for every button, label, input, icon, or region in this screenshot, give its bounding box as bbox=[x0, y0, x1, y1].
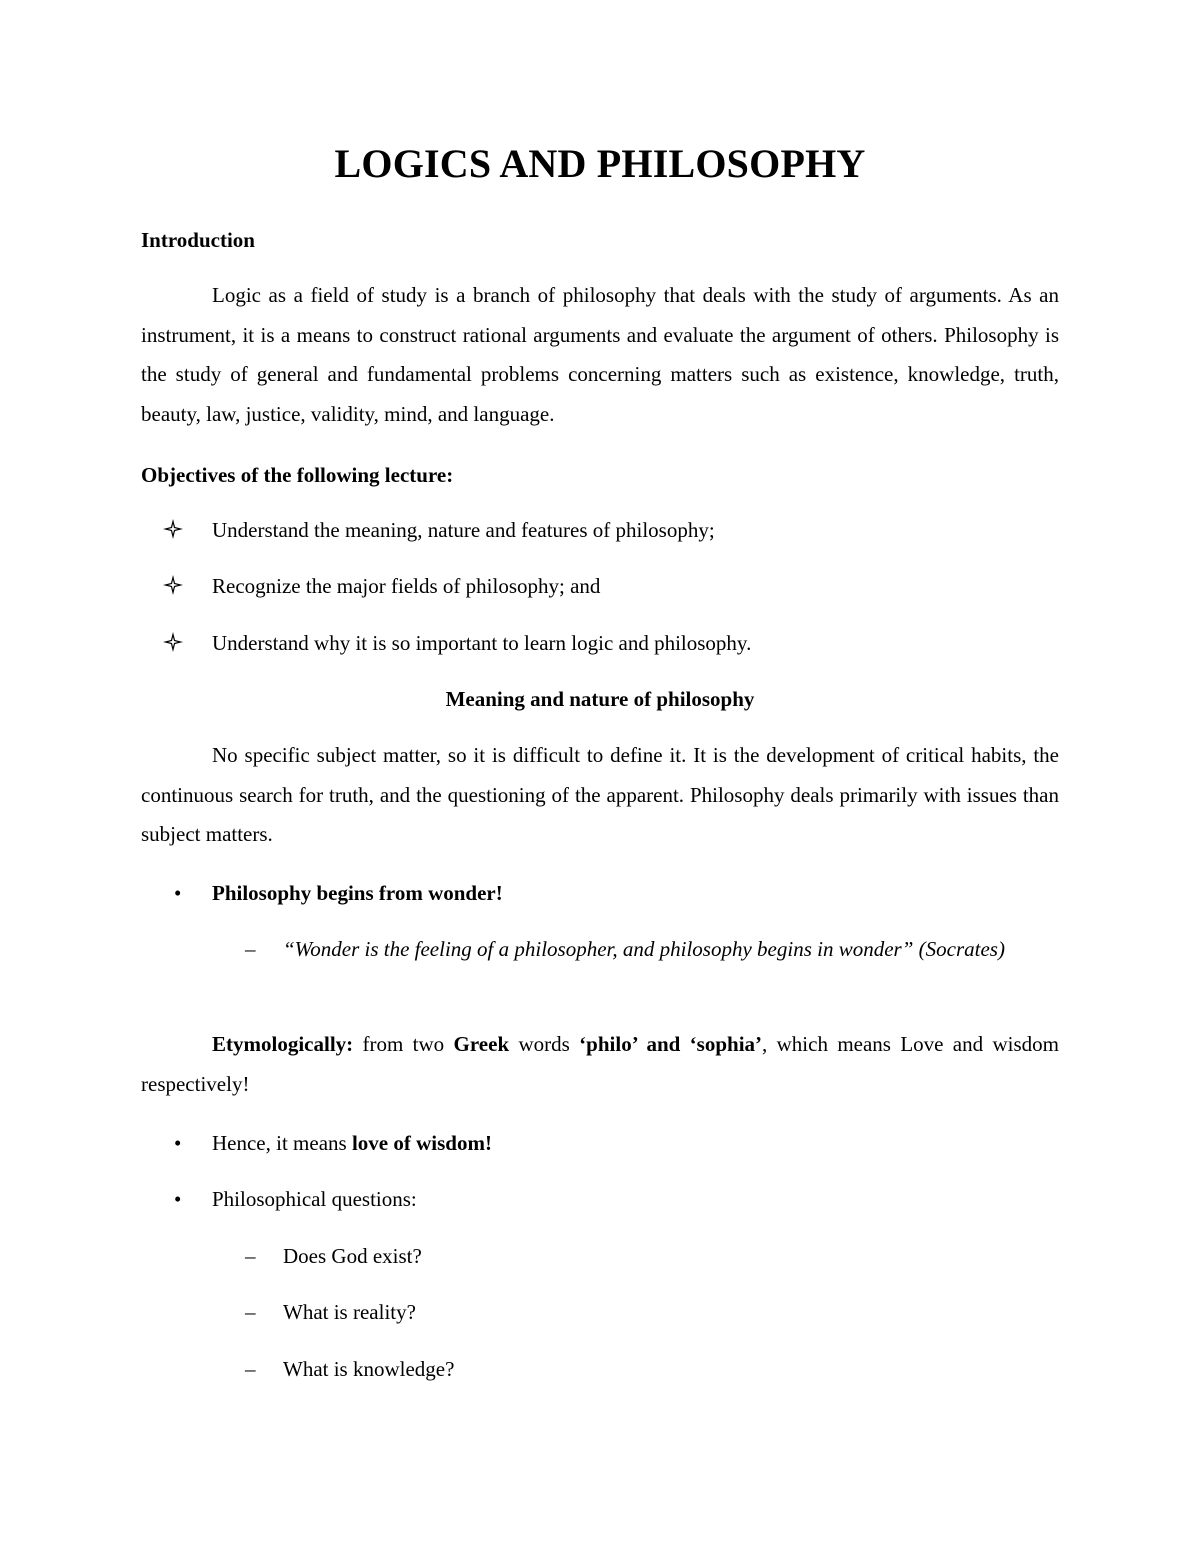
objective-text: Understand why it is so important to learn logic and philosophy. bbox=[212, 631, 752, 655]
bullet-dot-icon: • bbox=[174, 1187, 182, 1211]
questions-label: Philosophical questions: bbox=[212, 1187, 417, 1211]
introduction-paragraph: Logic as a field of study is a branch of philosophy that deals with the study of arguments. As an instrument, it is a means to construct rational arguments and evaluate the argument of others. Philosophy is the study of general and fundamental problems concerning matters such as existence, knowledge, truth, beauty, law, justice, validity, mind, and language. bbox=[141, 283, 1059, 426]
diamond-bullet-icon bbox=[162, 572, 186, 601]
hence-emphasis: love of wisdom! bbox=[351, 1131, 492, 1155]
diamond-bullet-icon bbox=[162, 516, 186, 545]
meaning-paragraph: No specific subject matter, so it is difficult to define it. It is the development of critical habits, the continuous search for truth, and the questioning of the apparent. Philosophy deals primarily with issues than subject matters. bbox=[141, 743, 1059, 846]
etymology-greek: Greek bbox=[453, 1032, 510, 1056]
diamond-bullet-icon bbox=[162, 629, 186, 658]
dash-icon: – bbox=[245, 1300, 256, 1324]
meaning-heading: Meaning and nature of philosophy bbox=[445, 687, 755, 711]
dash-icon: – bbox=[245, 1244, 256, 1268]
dash-icon: – bbox=[245, 937, 256, 961]
dash-icon: – bbox=[245, 1357, 256, 1381]
hence-text bbox=[212, 1129, 492, 1157]
socrates-quote: “Wonder is the feeling of a philosopher, and philosophy begins in wonder” (Socrates) bbox=[283, 937, 1005, 961]
introduction-heading: Introduction bbox=[141, 228, 255, 252]
etymology-paragraph bbox=[141, 1025, 1059, 1104]
etymology-text-3: , which means Love and wisdom respectively! bbox=[141, 1032, 1059, 1096]
bullet-dot-icon: • bbox=[174, 881, 182, 905]
objective-text: Recognize the major fields of philosophy; and bbox=[212, 574, 601, 598]
wonder-bullet-text: Philosophy begins from wonder! bbox=[212, 881, 503, 905]
etymology-terms: ‘philo’ and ‘sophia’ bbox=[579, 1032, 763, 1056]
etymology-text-2: words bbox=[509, 1032, 580, 1056]
etymology-text-1: from two bbox=[353, 1032, 454, 1056]
etymology-label: Etymologically: bbox=[212, 1032, 354, 1056]
question-text: What is reality? bbox=[283, 1300, 416, 1324]
bullet-dot-icon: • bbox=[174, 1131, 182, 1155]
page-title: LOGICS AND PHILOSOPHY bbox=[334, 141, 866, 186]
objective-text: Understand the meaning, nature and features of philosophy; bbox=[212, 518, 715, 542]
hence-prefix: Hence, it means bbox=[212, 1131, 352, 1155]
question-text: What is knowledge? bbox=[283, 1357, 455, 1381]
question-text: Does God exist? bbox=[283, 1244, 422, 1268]
objectives-heading: Objectives of the following lecture: bbox=[141, 463, 454, 487]
